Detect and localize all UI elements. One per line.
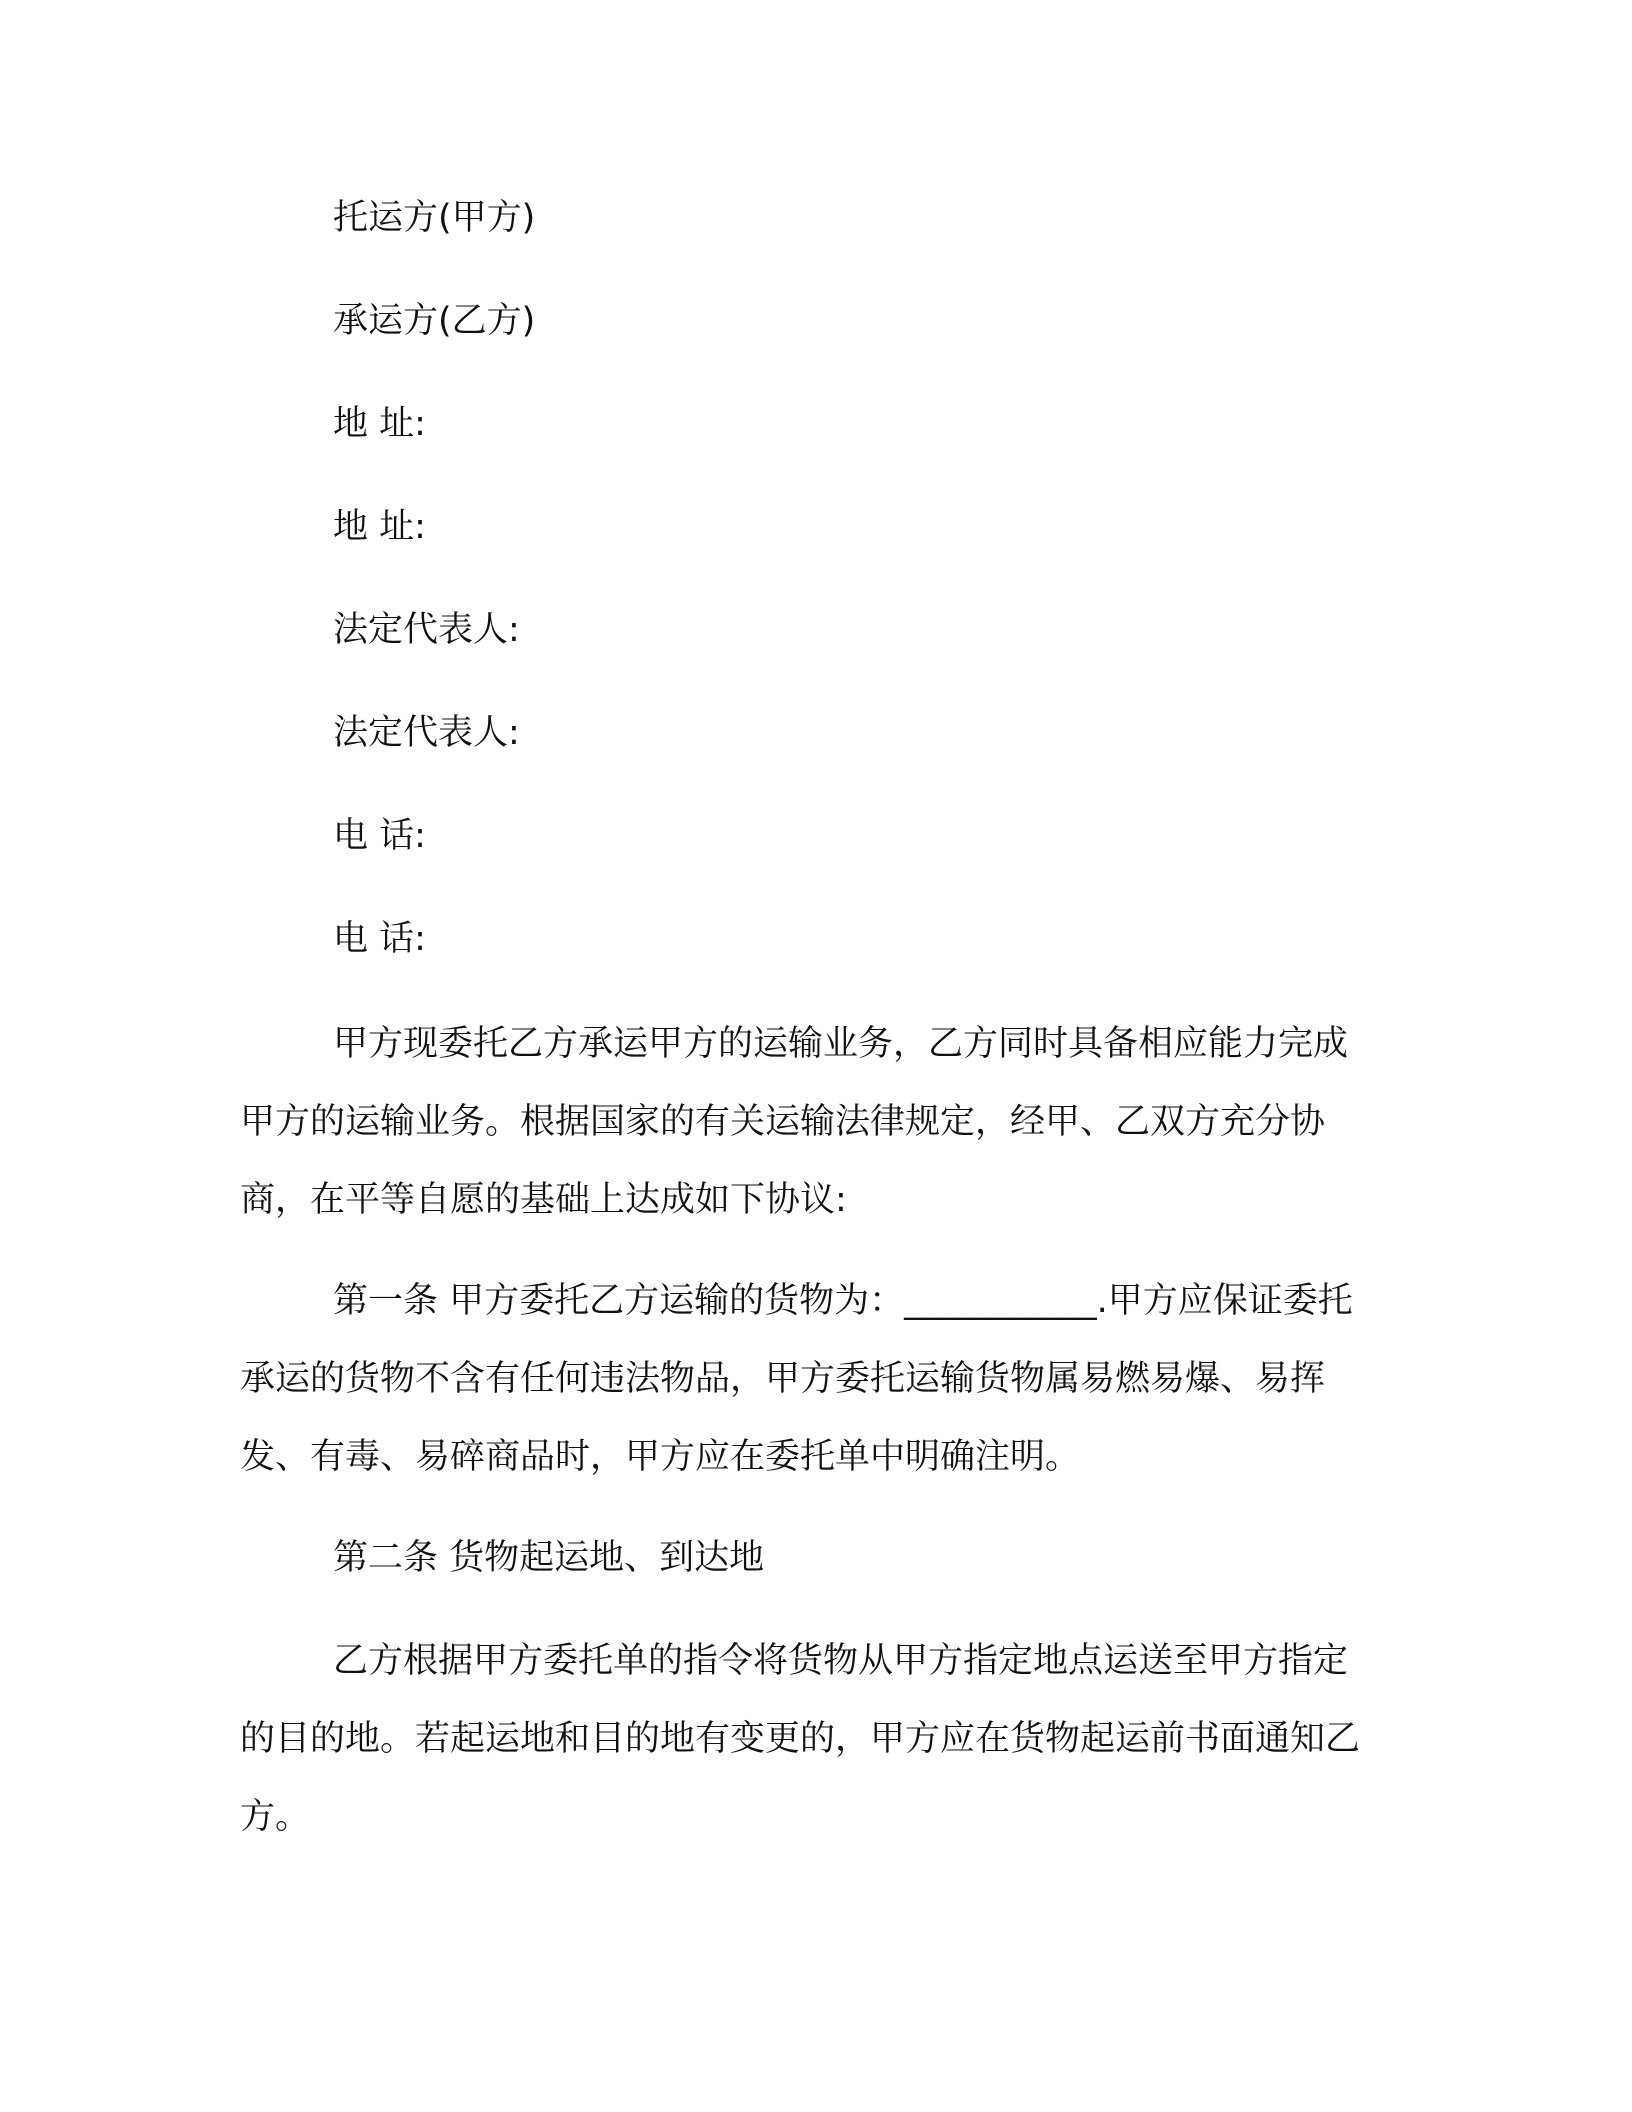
article-one-paragraph: 第一条 甲方委托乙方运输的货物为：___________.甲方应保证委托承运的货物不含有任何违法物品，甲方委托运输货物属易燃易爆、易挥发、有毒、易碎商品时，甲方应在委托单中明确注明。 (240, 1281, 1353, 1477)
shipper-party-label: 托运方(甲方) (333, 198, 536, 238)
carrier-party-label: 承运方(乙方) (333, 301, 536, 341)
shipper-legal-rep-label: 法定代表人: (333, 610, 520, 650)
article-two-heading: 第二条 货物起运地、到达地 (333, 1538, 765, 1578)
shipper-address-label: 地 址: (333, 404, 426, 444)
intro-paragraph: 甲方现委托乙方承运甲方的运输业务，乙方同时具备相应能力完成甲方的运输业务。根据国家的有关运输法律规定，经甲、乙双方充分协商，在平等自愿的基础上达成如下协议: (240, 1024, 1349, 1220)
carrier-legal-rep-label: 法定代表人: (333, 713, 520, 753)
carrier-address-label: 地 址: (333, 507, 426, 547)
shipper-phone-label: 电 话: (333, 816, 426, 856)
article-two-paragraph: 乙方根据甲方委托单的指令将货物从甲方指定地点运送至甲方指定的目的地。若起运地和目的地有变更的，甲方应在货物起运前书面通知乙方。 (240, 1641, 1361, 1837)
carrier-phone-label: 电 话: (333, 919, 426, 959)
